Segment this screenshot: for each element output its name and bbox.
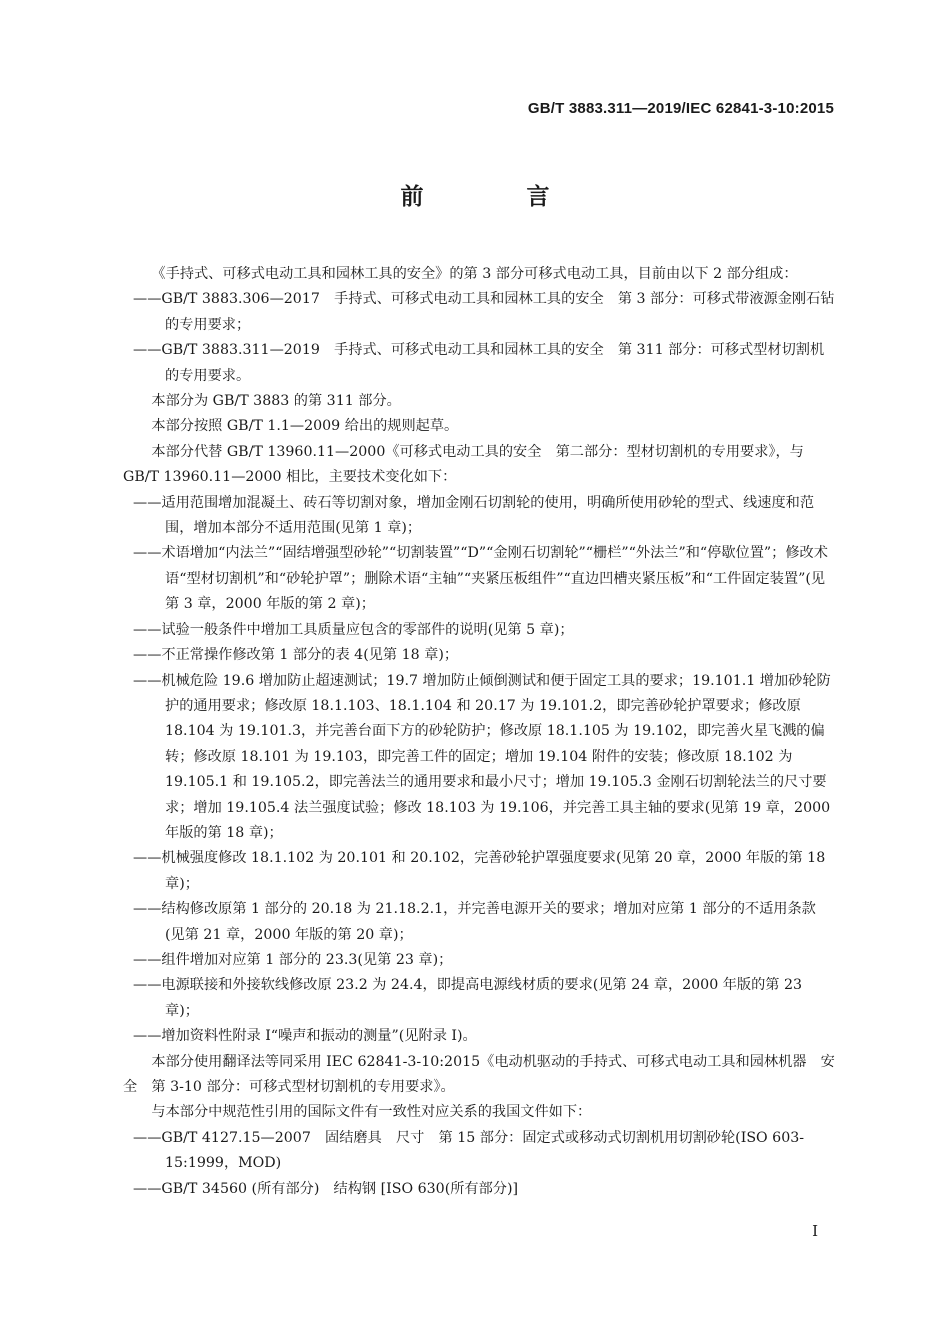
list-item: ——不正常操作修改第 1 部分的表 4(见第 18 章)；: [133, 647, 459, 664]
list-item: ——GB/T 3883.306—2017 手持式、可移式电动工具和园林工具的安全 第 3 部分：可移式带液源金刚石钻的专用要求；: [133, 291, 835, 333]
foreword-body: [123, 262, 835, 1202]
page-number: I: [812, 1222, 818, 1240]
page-title: 前 言: [400, 183, 590, 210]
paragraph: 与本部分中规范性引用的国际文件有一致性对应关系的我国文件如下：: [151, 1104, 592, 1121]
list-item: ——机械强度修改 18.1.102 为 20.101 和 20.102，完善砂轮护罩强度要求(见第 20 章，2000 年版的第 18 章)；: [133, 850, 826, 892]
standard-code: GB/T 3883.311—2019/IEC 62841-3-10:2015: [527, 100, 834, 117]
list-item: ——GB/T 4127.15—2007 固结磨具 尺寸 第 15 部分：固定式或移动式切割机用切割砂轮(ISO 603-15:1999，MOD): [133, 1129, 805, 1172]
paragraph: 本部分按照 GB/T 1.1—2009 给出的规则起草。: [151, 418, 459, 435]
list-item: ——GB/T 3883.311—2019 手持式、可移式电动工具和园林工具的安全 第 311 部分：可移式型材切割机的专用要求。: [133, 342, 825, 384]
list-item: ——结构修改原第 1 部分的 20.18 为 21.18.2.1，并完善电源开关的要求；增加对应第 1 部分的不适用条款(见第 21 章，2000 年版的第 20 章)；: [133, 901, 816, 943]
paragraph: 《手持式、可移式电动工具和园林工具的安全》的第 3 部分可移式电动工具，目前由以下 2 部分组成：: [151, 266, 798, 282]
paragraph: 本部分代替 GB/T 13960.11—2000《可移式电动工具的安全 第二部分：型材切割机的专用要求》，与 GB/T 13960.11—2000 相比，主要技术变化如下：: [123, 443, 804, 486]
list-item: ——组件增加对应第 1 部分的 23.3(见第 23 章)；: [133, 951, 453, 968]
list-item: ——GB/T 34560 (所有部分) 结构钢 [ISO 630(所有部分)]: [133, 1180, 519, 1197]
list-item: ——试验一般条件中增加工具质量应包含的零部件的说明(见第 5 章)；: [133, 621, 574, 638]
paragraph: 本部分为 GB/T 3883 的第 311 部分。: [151, 393, 401, 410]
paragraph: 本部分使用翻译法等同采用 IEC 62841-3-10:2015《电动机驱动的手持式、可移式电动工具和园林机器 安全 第 3-10 部分：可移式型材切割机的专用要求》。: [123, 1053, 835, 1095]
list-item: ——术语增加“内法兰”“固结增强型砂轮”“切割装置”“D”“金刚石切割轮”“栅栏”“外法兰”和“停歇位置”；修改术语“型材切割机”和“砂轮护罩”；删除术语“主轴”“夹紧压板组件”“直边凹槽夹紧压板”和“工件固定装置”(见第 3 章，2000 年版的第 2 章)；: [133, 545, 828, 613]
list-item: ——电源联接和外接软线修改原 23.2 为 24.4，即提高电源线材质的要求(见第 24 章，2000 年版的第 23 章)；: [133, 977, 803, 1019]
list-item: ——机械危险 19.6 增加防止超速测试；19.7 增加防止倾倒测试和便于固定工具的要求；19.101.1 增加砂轮防护的通用要求；修改原 18.1.103、18.1.104 和 20.17 为 19.101.2，即完善砂轮护罩要求；修改原 18.104 为 19.101.3，并完善台面下方的砂轮防护；修改原 18.1.105 为 19.102，即完善火星飞溅的偏转；修改原 18.101 为 19.103，即完善工件的固定；增加 19.104 附件的安装；修改原 18.102 为 19.105.1 和 19.105.2，即完善法兰的通用要求和最小尺寸；增加 19.105.3 金刚石切割轮法兰的尺寸要求；增加 19.105.4 法兰强度试验；修改 18.103 为 19.106，并完善工具主轴的要求(见第 19 章，2000 年版的第 18 章)；: [133, 672, 831, 841]
list-item: ——适用范围增加混凝土、砖石等切割对象，增加金刚石切割轮的使用，明确所使用砂轮的型式、线速度和范围，增加本部分不适用范围(见第 1 章)；: [133, 494, 815, 537]
list-item: ——增加资料性附录 I“噪声和振动的测量”(见附录 I)。: [133, 1028, 477, 1045]
